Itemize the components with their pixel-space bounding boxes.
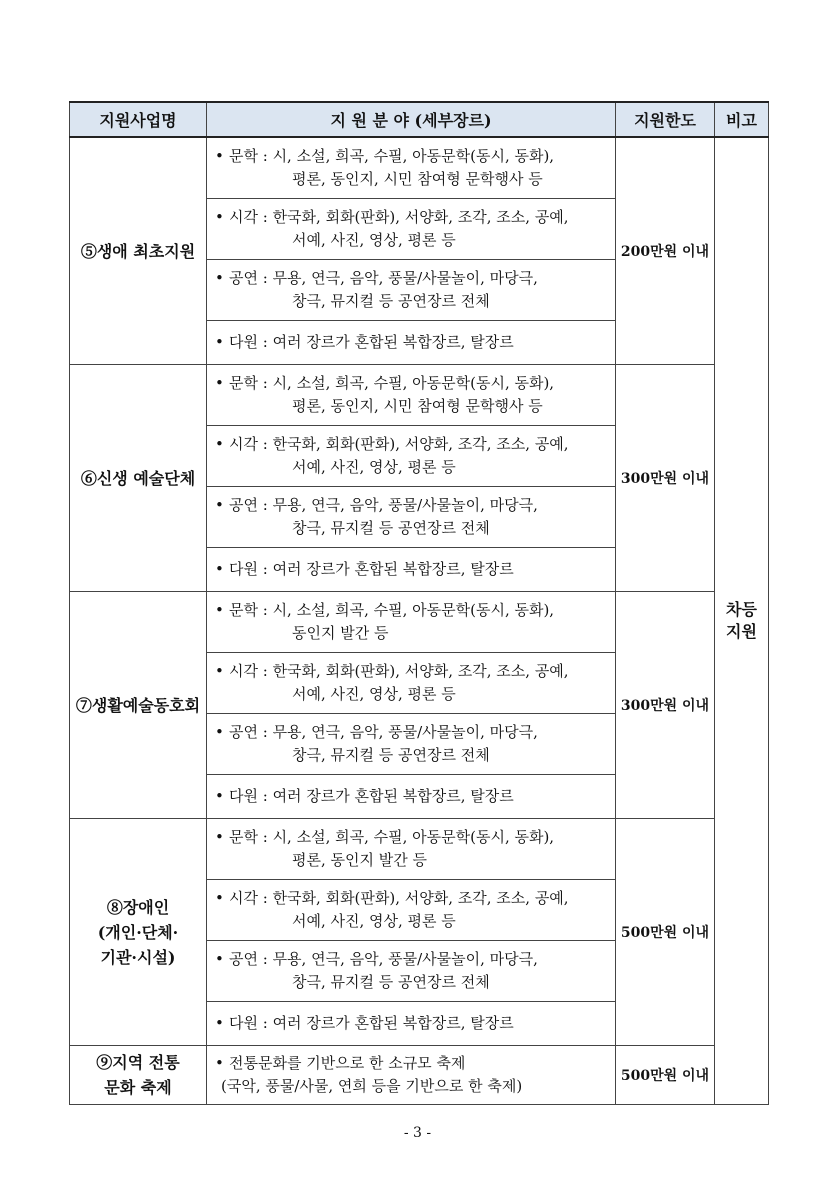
remark-cell: 차등 지원: [715, 137, 769, 1105]
field-cell: • 공연 : 무용, 연극, 음악, 풍물/사물놀이, 마당극, 창극, 뮤지컬 등 공연장르 전체: [207, 714, 616, 775]
table-row: [70, 365, 769, 426]
header-program-name: 지원사업명: [70, 102, 207, 137]
header-limit: 지원한도: [616, 102, 715, 137]
table-header-row: [70, 102, 769, 137]
field-cell: • 전통문화를 기반으로 한 소규모 축제 (국악, 풍물/사물, 연희 등을 기반으로 한 축제): [207, 1046, 616, 1105]
program-name: ⑥신생 예술단체: [70, 365, 207, 592]
field-cell: • 문학 : 시, 소설, 희곡, 수필, 아동문학(동시, 동화), 평론, 동인지 발간 등: [207, 819, 616, 880]
table-row: [70, 1046, 769, 1105]
field-cell: • 공연 : 무용, 연극, 음악, 풍물/사물놀이, 마당극, 창극, 뮤지컬 등 공연장르 전체: [207, 260, 616, 321]
support-limit: 200만원 이내: [616, 137, 715, 365]
field-cell: • 시각 : 한국화, 회화(판화), 서양화, 조각, 조소, 공예, 서예, 사진, 영상, 평론 등: [207, 199, 616, 260]
program-name: ⑨지역 전통 문화 축제: [70, 1046, 207, 1105]
table-row: [70, 592, 769, 653]
program-name: ⑧장애인 (개인·단체· 기관·시설): [70, 819, 207, 1046]
program-name: ⑦생활예술동호회: [70, 592, 207, 819]
field-cell: • 다원 : 여러 장르가 혼합된 복합장르, 탈장르: [207, 775, 616, 819]
support-limit: 300만원 이내: [616, 365, 715, 592]
field-cell: • 공연 : 무용, 연극, 음악, 풍물/사물놀이, 마당극, 창극, 뮤지컬 등 공연장르 전체: [207, 941, 616, 1002]
support-programs-table: [69, 101, 769, 1105]
support-limit: 300만원 이내: [616, 592, 715, 819]
field-cell: • 문학 : 시, 소설, 희곡, 수필, 아동문학(동시, 동화), 평론, 동인지, 시민 참여형 문학행사 등: [207, 137, 616, 199]
field-cell: • 시각 : 한국화, 회화(판화), 서양화, 조각, 조소, 공예, 서예, 사진, 영상, 평론 등: [207, 426, 616, 487]
support-limit: 500만원 이내: [616, 819, 715, 1046]
page-number: - 3 -: [403, 1125, 432, 1141]
field-cell: • 다원 : 여러 장르가 혼합된 복합장르, 탈장르: [207, 1002, 616, 1046]
field-cell: • 시각 : 한국화, 회화(판화), 서양화, 조각, 조소, 공예, 서예, 사진, 영상, 평론 등: [207, 880, 616, 941]
field-cell: • 문학 : 시, 소설, 희곡, 수필, 아동문학(동시, 동화), 평론, 동인지, 시민 참여형 문학행사 등: [207, 365, 616, 426]
field-cell: • 다원 : 여러 장르가 혼합된 복합장르, 탈장르: [207, 321, 616, 365]
field-cell: • 다원 : 여러 장르가 혼합된 복합장르, 탈장르: [207, 548, 616, 592]
program-name: ⑤생애 최초지원: [70, 137, 207, 365]
field-cell: • 공연 : 무용, 연극, 음악, 풍물/사물놀이, 마당극, 창극, 뮤지컬 등 공연장르 전체: [207, 487, 616, 548]
support-limit: 500만원 이내: [616, 1046, 715, 1105]
header-field: 지 원 분 야 (세부장르): [207, 102, 616, 137]
field-cell: • 시각 : 한국화, 회화(판화), 서양화, 조각, 조소, 공예, 서예, 사진, 영상, 평론 등: [207, 653, 616, 714]
table-row: [70, 137, 769, 199]
header-remark: 비고: [715, 102, 769, 137]
field-cell: • 문학 : 시, 소설, 희곡, 수필, 아동문학(동시, 동화), 동인지 발간 등: [207, 592, 616, 653]
table-row: [70, 819, 769, 880]
